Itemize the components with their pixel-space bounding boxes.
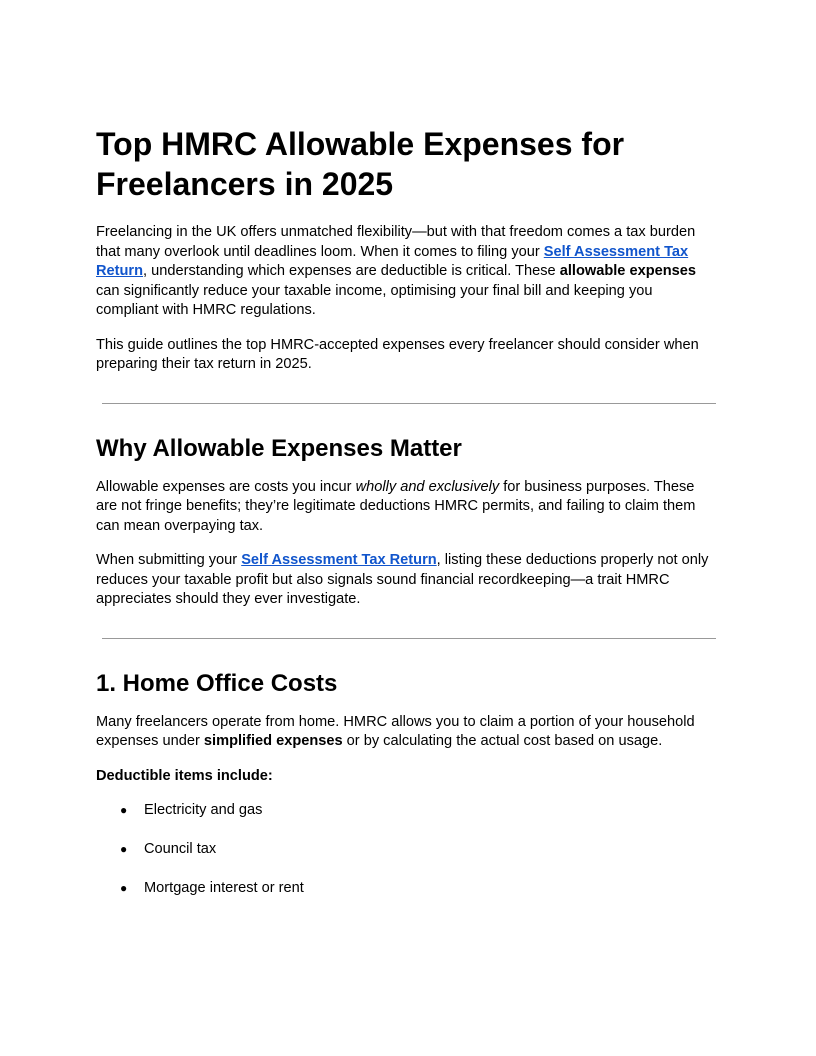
bullet-icon: ● [120, 803, 128, 817]
section-heading-why: Why Allowable Expenses Matter [96, 434, 462, 462]
list-item: ● Council tax [96, 840, 716, 860]
deductible-label: Deductible items include: [96, 767, 273, 784]
deductible-list [96, 801, 716, 899]
allowable-expenses-bold: allowable expenses [559, 263, 697, 279]
section-heading-home-office: 1. Home Office Costs [96, 669, 338, 697]
section-divider [102, 403, 716, 404]
list-item: ● Mortgage interest or rent [96, 879, 716, 899]
self-assessment-link[interactable]: Self Assessment Tax Return [96, 243, 689, 279]
why-paragraph-2: When submitting your Self Assessment Tax Return, listing these deductions properly not only reduces your taxable profit but also signals sound financial recordkeeping—a trait HMRC appreciates should they ever investigate. [96, 552, 709, 607]
wholly-exclusively-italic: wholly and exclusively [355, 478, 500, 495]
intro-paragraph-1: Freelancing in the UK offers unmatched flexibility—but with that freedom comes a tax burden that many overlook until deadlines loom. When it comes to filing your Self Assessment Tax Return, understanding which expenses are deductible is critical. These allowable expenses can significantly reduce your taxable income, optimising your final bill and keeping you compliant with HMRC regulations. [96, 224, 697, 318]
document-page [96, 124, 716, 918]
section-divider [102, 638, 716, 639]
list-item: ● Electricity and gas [96, 801, 716, 821]
document-title: Top HMRC Allowable Expenses for Freelancers in 2025 [96, 126, 625, 202]
simplified-expenses-bold: simplified expenses [203, 733, 343, 749]
home-office-paragraph: Many freelancers operate from home. HMRC allows you to claim a portion of your household expenses under simplified expenses or by calculating the actual cost based on usage. [96, 713, 695, 749]
self-assessment-link[interactable]: Self Assessment Tax Return [241, 552, 437, 568]
why-paragraph-1: Allowable expenses are costs you incur wholly and exclusively for business purposes. These are not fringe benefits; they’re legitimate deductions HMRC permits, and failing to claim them can mean overpaying tax. [96, 478, 696, 534]
bullet-icon: ● [120, 881, 128, 895]
intro-paragraph-2: This guide outlines the top HMRC-accepted expenses every freelancer should consider when preparing their tax return in 2025. [96, 336, 699, 372]
bullet-icon: ● [120, 842, 128, 856]
